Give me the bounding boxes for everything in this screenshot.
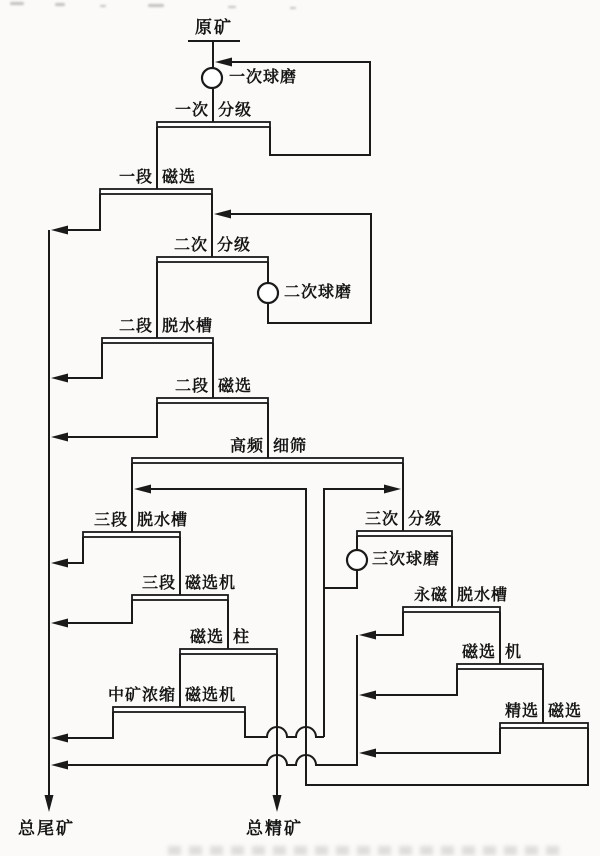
- source-label: 原矿: [195, 18, 233, 37]
- unit-label-right: 磁选机: [185, 575, 237, 592]
- unit-bar-middlings-concentrator: [113, 707, 245, 712]
- secondary-ball-mill-label: 二次球磨: [284, 284, 353, 301]
- unit-label-right: 分级: [218, 102, 253, 119]
- unit-bar-permmag-dewatering: [403, 607, 500, 612]
- unit-bar-stage3-magnetic: [132, 595, 228, 600]
- unit-bars: [83, 122, 588, 728]
- unit-bar-hf-fine-screen: [132, 458, 403, 463]
- unit-bar-magnetic-column: [180, 649, 277, 654]
- unit-bar-stage2-magnetic: [157, 398, 268, 403]
- unit-bar-primary-classifier: [157, 122, 270, 127]
- unit-label-left: 三段: [93, 512, 128, 529]
- arrow-down-icon: [45, 795, 54, 812]
- unit-label-left: 永磁: [413, 587, 448, 604]
- unit-label-left: 二段: [118, 318, 153, 335]
- unit-label-right: 柱: [233, 629, 251, 646]
- unit-label-right: 磁选: [162, 169, 197, 186]
- tertiary-ball-mill-label: 三次球磨: [372, 551, 441, 568]
- unit-label-left: 三次: [364, 511, 399, 528]
- tailings-label: 总尾矿: [18, 819, 75, 838]
- arrow-left-icon: [51, 226, 68, 235]
- arrow-left-icon: [215, 58, 232, 67]
- concentrate-label: 总精矿: [246, 819, 303, 838]
- unit-label-right: 脱水槽: [457, 587, 509, 604]
- unit-bar-secondary-classifier: [157, 257, 268, 262]
- arrow-left-icon: [214, 210, 231, 219]
- unit-label-right: 磁选: [548, 703, 583, 720]
- arrow-left-icon: [134, 485, 151, 494]
- unit-label-left: 磁选: [189, 629, 224, 646]
- arrow-left-icon: [359, 691, 376, 700]
- unit-label-right: 脱水槽: [162, 318, 214, 335]
- secondary-ball-mill-symbol: [258, 283, 278, 303]
- unit-label-right: 磁选机: [185, 687, 237, 704]
- unit-bar-stage2-dewatering: [102, 338, 213, 343]
- unit-label-left: 磁选: [461, 644, 496, 661]
- unit-label-left: 高频: [229, 438, 264, 455]
- arrow-left-icon: [51, 559, 68, 568]
- unit-bar-magnetic-separator: [457, 664, 543, 669]
- tertiary-ball-mill-symbol: [347, 550, 367, 570]
- unit-label-left: 三段: [141, 575, 176, 592]
- unit-label-left: 一次: [174, 102, 209, 119]
- unit-label-left: 二段: [174, 378, 209, 395]
- primary-ball-mill-label: 一次球磨: [229, 69, 298, 86]
- unit-bar-cleaner-magnetic: [500, 723, 588, 728]
- unit-label-left: 二次: [173, 237, 208, 254]
- arrow-left-icon: [359, 631, 376, 640]
- unit-bar-stage1-magnetic: [100, 189, 212, 194]
- unit-label-right: 磁选: [218, 378, 253, 395]
- unit-label-left: 中矿浓缩: [107, 687, 176, 704]
- flow-lines: [49, 41, 588, 797]
- arrow-right-icon: [384, 485, 401, 494]
- unit-label-right: 细筛: [273, 438, 308, 455]
- unit-label-right: 分级: [408, 511, 443, 528]
- arrow-left-icon: [51, 619, 68, 628]
- primary-ball-mill-symbol: [202, 68, 222, 88]
- arrow-left-icon: [51, 761, 68, 770]
- arrow-down-icon: [273, 795, 282, 812]
- unit-label-right: 分级: [217, 237, 252, 254]
- unit-label-right: 脱水槽: [137, 512, 189, 529]
- arrow-left-icon: [51, 433, 68, 442]
- unit-bar-stage3-dewatering: [83, 532, 180, 537]
- unit-bar-tertiary-classifier: [357, 531, 452, 536]
- arrow-left-icon: [51, 734, 68, 743]
- ball-mill-symbols: [202, 68, 367, 570]
- unit-label-left: 一段: [118, 169, 153, 186]
- arrow-left-icon: [51, 374, 68, 383]
- unit-label-right: 机: [505, 644, 523, 661]
- arrow-left-icon: [359, 749, 376, 758]
- unit-label-left: 精选: [504, 703, 539, 720]
